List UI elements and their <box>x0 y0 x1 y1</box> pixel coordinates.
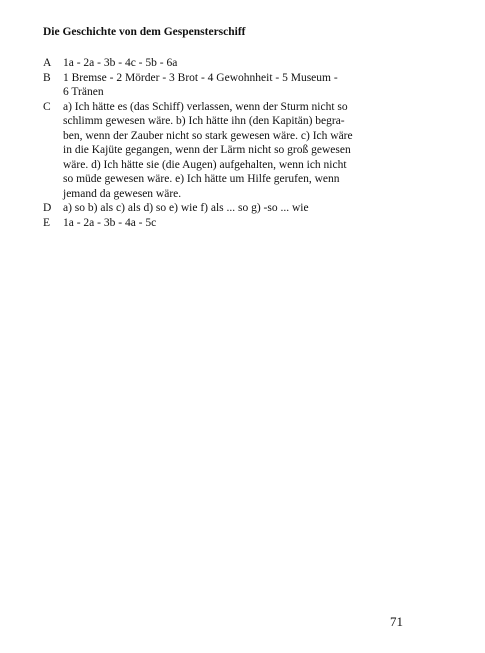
answer-entry-e <box>43 216 423 231</box>
answer-entry-d <box>43 201 423 216</box>
answer-list <box>43 56 423 230</box>
answer-entry-b <box>43 71 423 100</box>
entry-letter: C <box>43 100 51 113</box>
entry-text <box>63 71 423 100</box>
entry-line: ben, wenn der Zauber nicht so stark gewesen wäre. c) Ich wäre <box>63 129 353 142</box>
entry-line: wäre. d) Ich hätte sie (die Augen) aufgehalten, wenn ich nicht <box>63 158 347 171</box>
entry-line: 1a - 2a - 3b - 4c - 5b - 6a <box>63 57 178 69</box>
entry-line: in die Kajüte gegangen, wenn der Lärm nicht so groß gewesen <box>63 144 351 156</box>
entry-text <box>63 56 423 71</box>
answer-entry-a <box>43 56 423 71</box>
entry-letter: E <box>43 216 51 229</box>
entry-line: 6 Tränen <box>63 86 104 98</box>
entry-line: schlimm gewesen wäre. b) Ich hätte ihn (den Kapitän) begra- <box>63 115 345 127</box>
entry-line: so müde gewesen wäre. e) Ich hätte um Hilfe gerufen, wenn <box>63 173 340 185</box>
entry-line: a) Ich hätte es (das Schiff) verlassen, wenn der Sturm nicht so <box>63 100 348 113</box>
entry-line: 1a - 2a - 3b - 4a - 5c <box>63 216 157 229</box>
entry-text <box>63 216 423 231</box>
entry-line: a) so b) als c) als d) so e) wie f) als ... so g) -so ... wie <box>63 202 309 214</box>
page-number: 71 <box>390 614 403 629</box>
entry-letter: D <box>43 202 52 214</box>
entry-letter: B <box>43 71 51 84</box>
entry-line: 1 Bremse - 2 Mörder - 3 Brot - 4 Gewohnheit - 5 Museum - <box>63 71 338 84</box>
entry-line: jemand da gewesen wäre. <box>63 187 182 200</box>
answer-entry-c <box>43 100 423 202</box>
entry-text <box>63 100 423 202</box>
page-title: Die Geschichte von dem Gespensterschiff <box>43 26 246 38</box>
entry-letter: A <box>43 57 52 69</box>
entry-text <box>63 201 423 216</box>
